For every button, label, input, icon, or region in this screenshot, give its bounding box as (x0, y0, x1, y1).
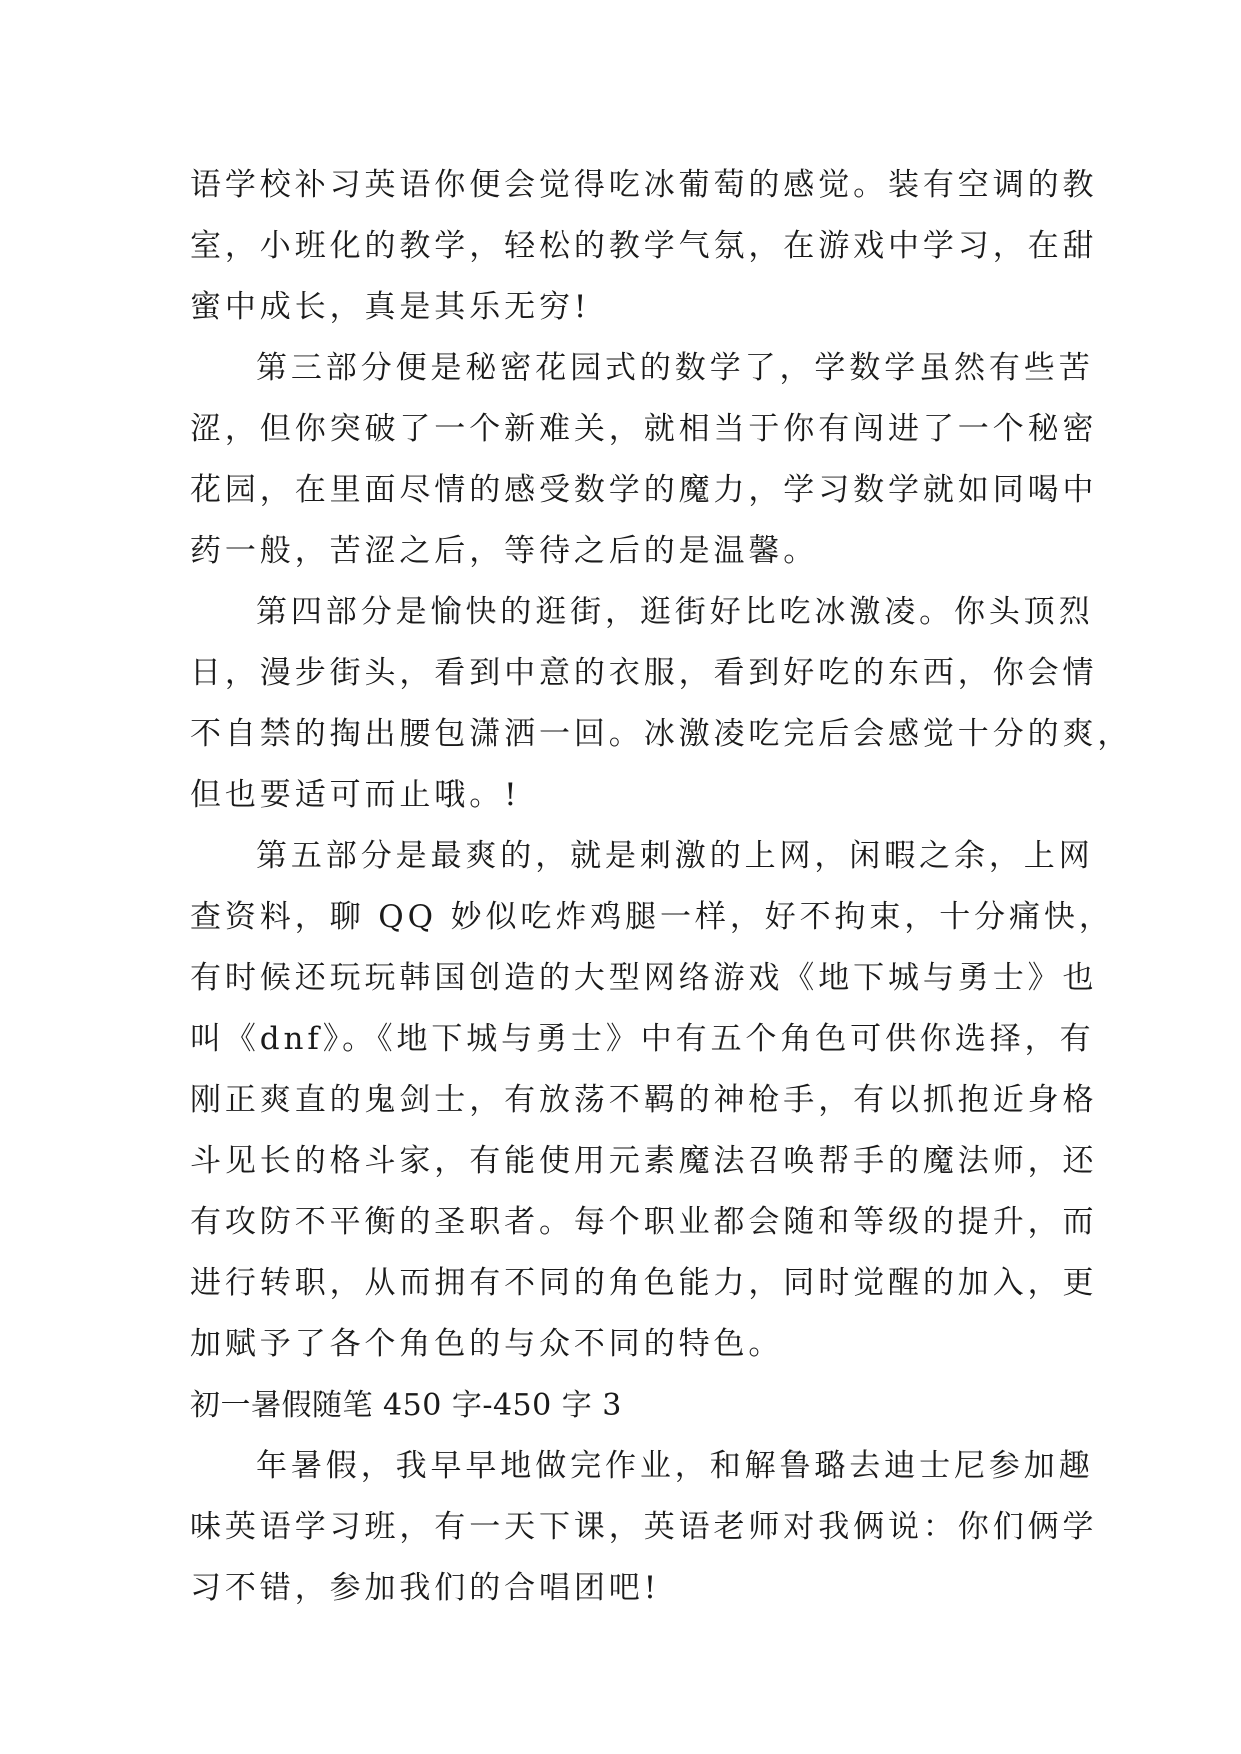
text-line: 不自禁的掏出腰包潇洒一回。冰激凌吃完后会感觉十分的爽， (190, 716, 1133, 752)
paragraph-start-line: 第五部分是最爽的，就是刺激的上网，闲暇之余，上网 (256, 838, 1094, 874)
text-line: 有攻防不平衡的圣职者。每个职业都会随和等级的提升，而 (190, 1204, 1098, 1240)
text-line: 花园，在里面尽情的感受数学的魔力，学习数学就如同喝中 (190, 472, 1098, 508)
text-line: 习不错，参加我们的合唱团吧! (190, 1570, 661, 1606)
text-line: 但也要适可而止哦。! (190, 777, 521, 813)
text-line: 日，漫步街头，看到中意的衣服，看到好吃的东西，你会情 (190, 655, 1098, 691)
text-line: 室，小班化的教学，轻松的教学气氛，在游戏中学习，在甜 (190, 228, 1098, 264)
text-line: 涩，但你突破了一个新难关，就相当于你有闯进了一个秘密 (190, 411, 1098, 447)
text-line: 药一般，苦涩之后，等待之后的是温馨。 (190, 533, 819, 569)
paragraph-start-line: 第三部分便是秘密花园式的数学了，学数学虽然有些苦 (256, 350, 1094, 386)
text-line: 进行转职，从而拥有不同的角色能力，同时觉醒的加入，更 (190, 1265, 1098, 1301)
text-line: 味英语学习班，有一天下课，英语老师对我俩说：你们俩学 (190, 1509, 1098, 1545)
section-heading: 初一暑假随笔 450 字-450 字 3 (190, 1388, 622, 1423)
text-line: 有时候还玩玩韩国创造的大型网络游戏《地下城与勇士》也 (190, 960, 1098, 996)
paragraph-start-line: 第四部分是愉快的逛街，逛街好比吃冰激凌。你头顶烈 (256, 594, 1094, 630)
text-line: 斗见长的格斗家，有能使用元素魔法召唤帮手的魔法师，还 (190, 1143, 1098, 1179)
document-body (190, 155, 1133, 1619)
text-line: 加赋予了各个角色的与众不同的特色。 (190, 1326, 784, 1362)
text-line: 叫《dnf》。《地下城与勇士》中有五个角色可供你选择，有 (190, 1021, 1095, 1057)
text-line: 刚正爽直的鬼剑士，有放荡不羁的神枪手，有以抓抱近身格 (190, 1082, 1098, 1118)
text-line: 语学校补习英语你便会觉得吃冰葡萄的感觉。装有空调的教 (190, 167, 1098, 203)
paragraph-start-line: 年暑假，我早早地做完作业，和解鲁璐去迪士尼参加趣 (256, 1448, 1094, 1484)
text-line: 蜜中成长，真是其乐无穷! (190, 289, 591, 325)
text-line: 查资料，聊 QQ 妙似吃炸鸡腿一样，好不拘束，十分痛快， (190, 899, 1114, 935)
